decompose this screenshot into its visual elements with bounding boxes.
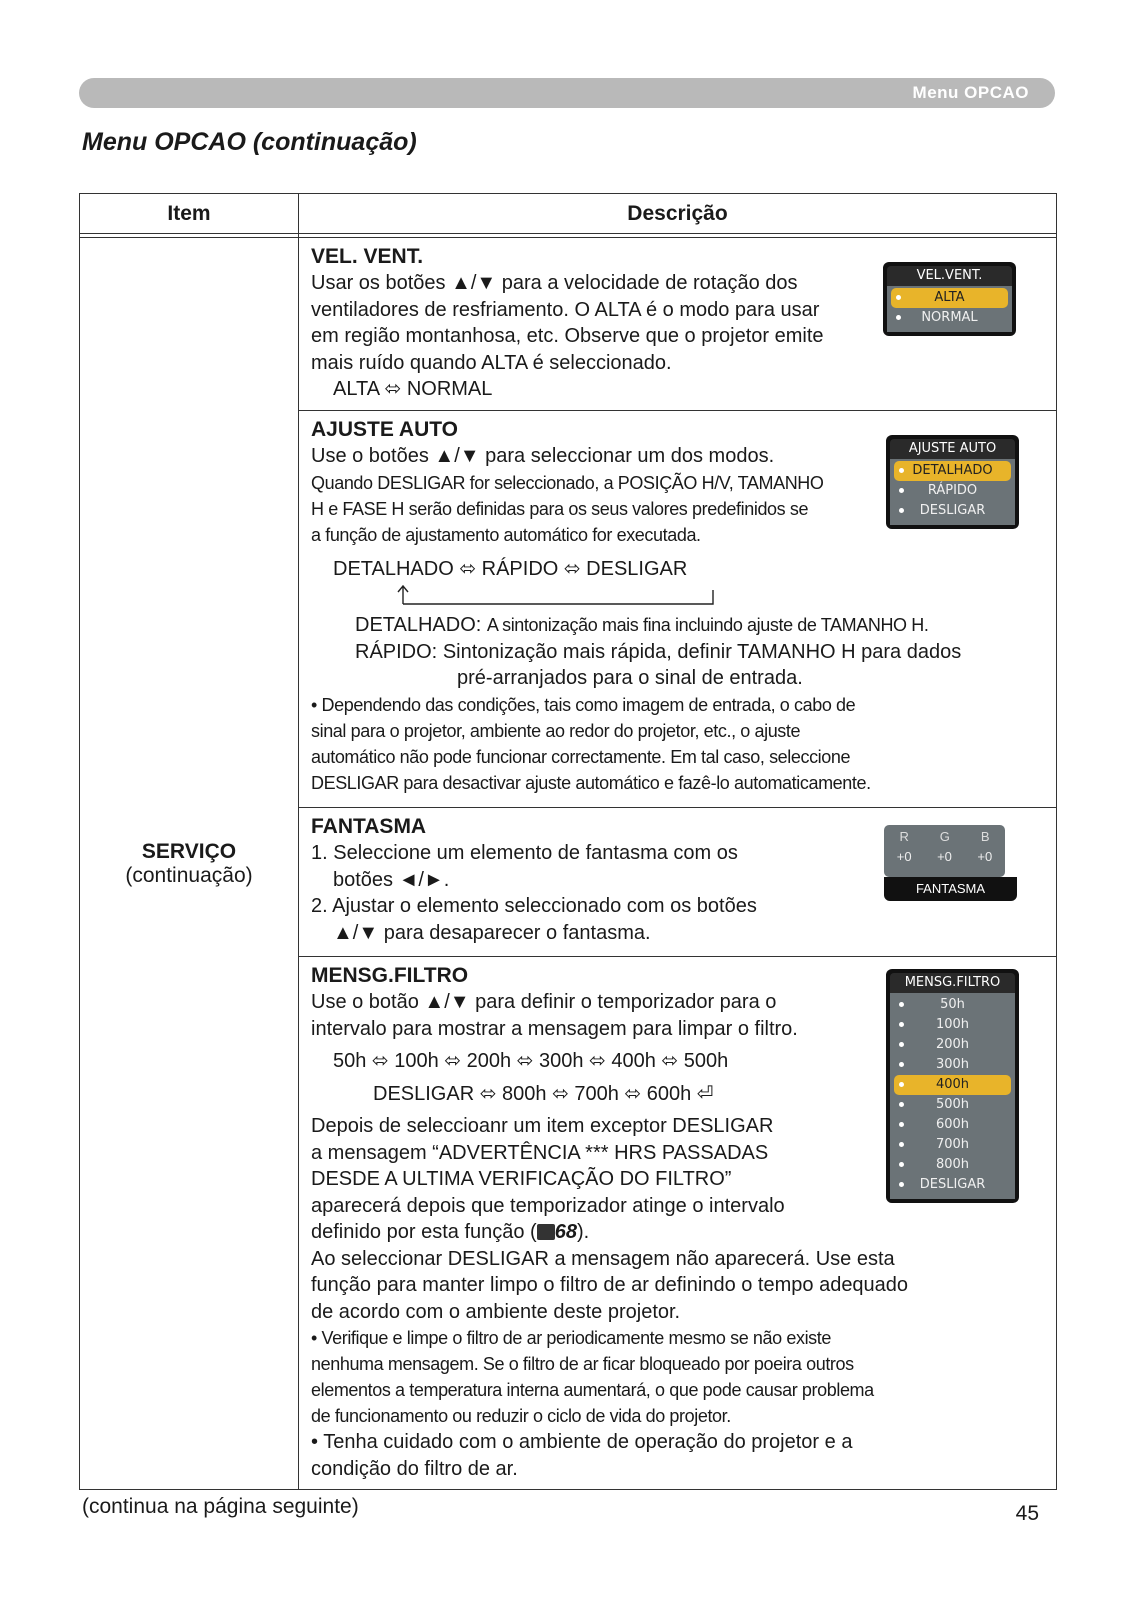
ajuste-auto-menu <box>886 435 1019 529</box>
section-ajuste-auto <box>299 411 1057 808</box>
fantasma-label: B <box>980 829 990 844</box>
mensg-filtro-para: aparecerá depois que temporizador atinge o intervalo <box>311 1194 785 1217</box>
mensg-filtro-note: • Verifique e limpe o filtro de ar periodicamente mesmo se não existe <box>311 1328 831 1348</box>
ajuste-auto-option: DESLIGAR <box>894 501 1011 521</box>
column-header-description: Descrição <box>299 194 1057 234</box>
ajuste-auto-option: RÁPIDO <box>894 481 1011 501</box>
mensg-filtro-para2: função para manter limpo o filtro de ar definindo o tempo adequado <box>311 1274 909 1296</box>
fantasma-value: +0 <box>977 849 993 864</box>
header-bar <box>79 78 1055 108</box>
item-cell <box>80 238 299 1490</box>
ajuste-auto-line: Use o botões ▲/▼ para seleccionar um dos modos. <box>311 445 775 467</box>
column-header-item: Item <box>80 194 299 234</box>
fantasma-label: R <box>899 829 909 844</box>
mensg-filtro-option: 50h <box>894 995 1011 1015</box>
vel-vent-title: VEL. VENT. <box>311 245 424 268</box>
ajuste-auto-menu-title: AJUSTE AUTO <box>890 439 1015 459</box>
mensg-filtro-menu <box>886 969 1019 1203</box>
page-title: Menu OPCAO (continuação) <box>82 128 417 156</box>
mensg-filtro-para2: de acordo com o ambiente deste projetor. <box>311 1300 681 1323</box>
item-sub: (continuação) <box>125 863 253 887</box>
vel-vent-menu-title: VEL.VENT. <box>887 266 1012 286</box>
mensg-filtro-option: 800h <box>894 1155 1011 1175</box>
vel-vent-line: mais ruído quando ALTA é seleccionado. <box>311 351 672 374</box>
mensg-filtro-option: DESLIGAR <box>894 1175 1011 1195</box>
mensg-filtro-para: Depois de seleccioanr um item exceptor DESLIGAR <box>311 1115 774 1137</box>
vel-vent-option: NORMAL <box>891 308 1008 328</box>
fantasma-menu <box>884 825 1017 901</box>
ajuste-auto-note: sinal para o projetor, ambiente ao redor do projetor, etc., o ajuste <box>311 720 801 741</box>
fantasma-label: G <box>939 829 950 844</box>
fantasma-step: ▲/▼ para desaparecer o fantasma. <box>333 921 651 944</box>
mensg-filtro-para2: Ao seleccionar DESLIGAR a mensagem não aparecerá. Use esta <box>311 1247 895 1270</box>
mensg-filtro-menu-title: MENSG.FILTRO <box>890 973 1015 993</box>
vel-vent-menu <box>883 262 1016 336</box>
mensg-filtro-option: 200h <box>894 1035 1011 1055</box>
cycle-return-arrow <box>311 582 1042 612</box>
fantasma-value: +0 <box>937 849 952 864</box>
header-label: Menu OPCAO <box>912 83 1029 102</box>
ajuste-auto-small: a função de ajustamento automático for executada. <box>311 524 701 545</box>
rapido-line-2: pré-arranjados para o sinal de entrada. <box>457 667 803 689</box>
mensg-filtro-note: elementos a temperatura interna aumentará, o que pode causar problema <box>311 1380 874 1400</box>
ajuste-auto-small: Quando DESLIGAR for seleccionado, a POSIÇÃO H/V, TAMANHO <box>311 472 824 493</box>
page-number: 45 <box>1015 1502 1039 1525</box>
mensg-filtro-para: definido por esta função ( 68). <box>311 1221 590 1243</box>
mensg-filtro-option: 400h <box>894 1075 1011 1095</box>
footer-note: (continua na página seguinte) <box>82 1495 359 1518</box>
mensg-filtro-note: de funcionamento ou reduzir o ciclo de vida do projetor. <box>311 1406 731 1426</box>
mensg-filtro-option: 700h <box>894 1135 1011 1155</box>
mensg-filtro-cycle: 50h ⬄ 100h ⬄ 200h ⬄ 300h ⬄ 400h ⬄ 500h <box>333 1050 729 1072</box>
fantasma-value: +0 <box>896 849 912 864</box>
mensg-filtro-option: 100h <box>894 1015 1011 1035</box>
page-ref[interactable]: 68 <box>554 1221 577 1243</box>
mensg-filtro-para: a mensagem “ADVERTÊNCIA *** HRS PASSADAS <box>311 1141 769 1164</box>
ajuste-auto-note: DESLIGAR para desactivar ajuste automático e fazê-lo automaticamente. <box>311 772 871 793</box>
vel-vent-cycle: ALTA ⬄ NORMAL <box>333 378 493 400</box>
mensg-filtro-title: MENSG.FILTRO <box>311 964 469 987</box>
mensg-filtro-line: intervalo para mostrar a mensagem para limpar o filtro. <box>311 1017 798 1040</box>
rapido-line: RÁPIDO: Sintonização mais rápida, definir TAMANHO H para dados <box>355 640 962 663</box>
mensg-filtro-para: DESDE A ULTIMA VERIFICAÇÃO DO FILTRO” <box>311 1168 732 1190</box>
vel-vent-option: ALTA <box>891 288 1008 308</box>
item-name: SERVIÇO <box>141 839 237 863</box>
ajuste-auto-note: automático não pode funcionar correctamente. Em tal caso, seleccione <box>311 746 851 767</box>
ajuste-auto-note: • Dependendo das condições, tais como imagem de entrada, o cabo de <box>311 694 856 715</box>
vel-vent-line: ventiladores de resfriamento. O ALTA é o modo para usar <box>311 298 820 321</box>
mensg-filtro-line: Use o botão ▲/▼ para definir o temporizador para o <box>311 991 777 1013</box>
mensg-filtro-note2: condição do filtro de ar. <box>311 1457 518 1480</box>
mensg-filtro-note: nenhuma mensagem. Se o filtro de ar ficar bloqueado por poeira outros <box>311 1354 854 1374</box>
vel-vent-line: Usar os botões ▲/▼ para a velocidade de rotação dos <box>311 272 798 294</box>
mensg-filtro-note2: • Tenha cuidado com o ambiente de operação do projetor e a <box>311 1431 853 1453</box>
ajuste-auto-option: DETALHADO <box>894 461 1011 481</box>
fantasma-menu-title: FANTASMA <box>884 877 1017 901</box>
ajuste-auto-small: H e FASE H serão definidas para os seus valores predefinidos se <box>311 498 809 519</box>
mensg-filtro-cycle: DESLIGAR ⬄ 800h ⬄ 700h ⬄ 600h ⏎ <box>373 1082 714 1105</box>
mensg-filtro-option: 300h <box>894 1055 1011 1075</box>
mensg-filtro-option: 600h <box>894 1115 1011 1135</box>
section-vel-vent <box>299 238 1057 411</box>
mensg-filtro-option: 500h <box>894 1095 1011 1115</box>
book-icon <box>537 1224 555 1240</box>
ajuste-auto-title: AJUSTE AUTO <box>311 418 459 441</box>
fantasma-step: botões ◄/►. <box>333 868 450 891</box>
ajuste-auto-cycle: DETALHADO ⬄ RÁPIDO ⬄ DESLIGAR <box>333 557 688 580</box>
detalhado-line: DETALHADO: A sintonização mais fina incluindo ajuste de TAMANHO H. <box>355 614 929 636</box>
section-mensg-filtro <box>299 957 1057 1490</box>
vel-vent-line: em região montanhosa, etc. Observe que o projetor emite <box>311 325 824 347</box>
fantasma-step: 2. Ajustar o elemento seleccionado com os botões <box>311 895 757 917</box>
fantasma-title: FANTASMA <box>311 815 427 838</box>
fantasma-step: 1. Seleccione um elemento de fantasma com os <box>311 842 738 864</box>
